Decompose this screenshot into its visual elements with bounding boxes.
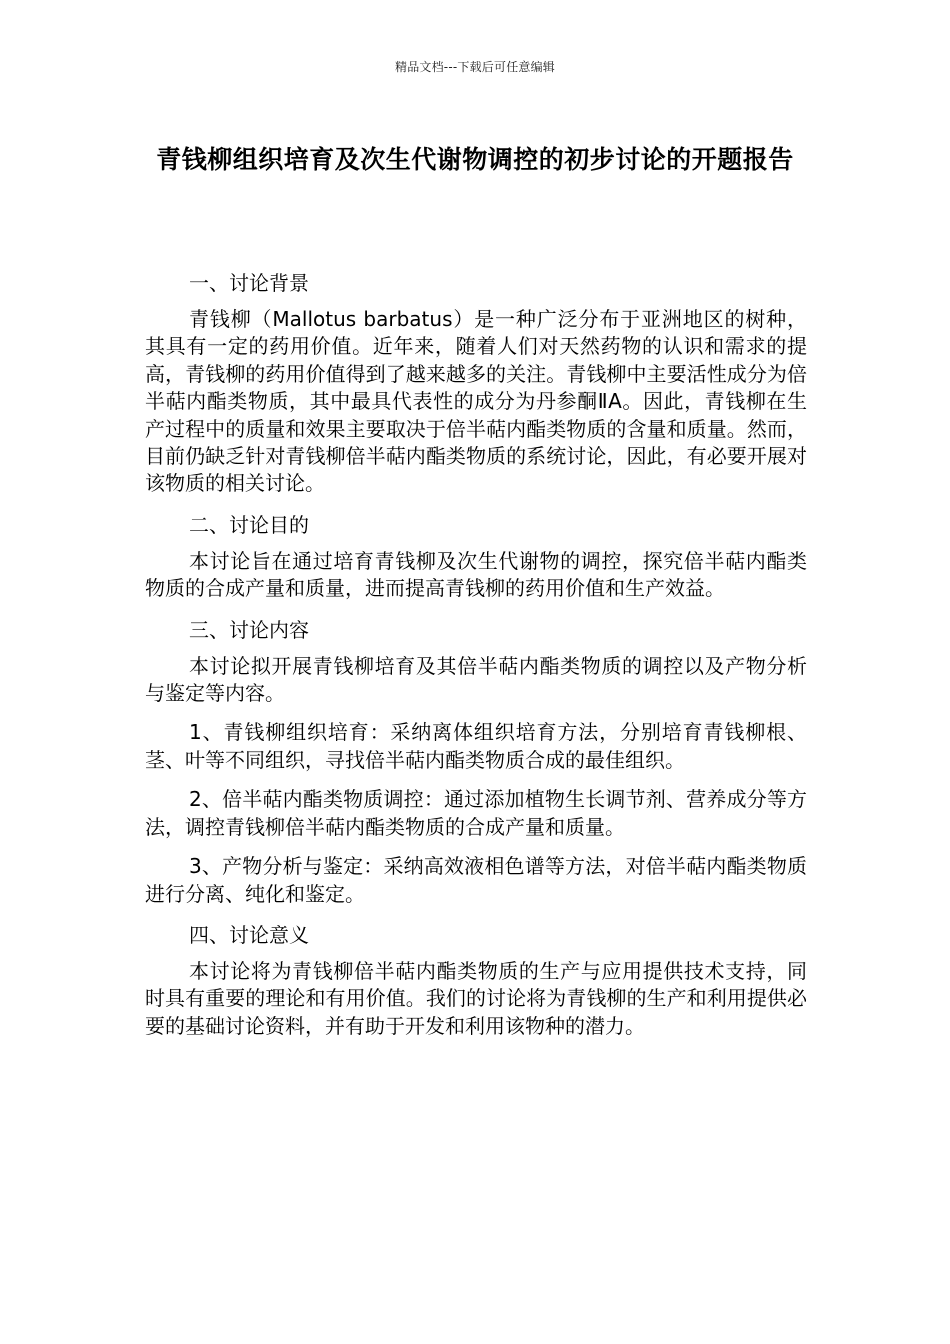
list-item: 2、倍半萜内酯类物质调控：通过添加植物生长调节剂、营养成分等方法，调控青钱柳倍半萜内酯类物质的合成产量和质量。 [145,787,807,839]
paragraph: 青钱柳（Mallotus barbatus）是一种广泛分布于亚洲地区的树种，其具有一定的药用价值。近年来，随着人们对天然药物的认识和需求的提高，青钱柳的药用价值得到了越来越多的关注。青钱柳中主要活性成分为倍半萜内酯类物质，其中最具代表性的成分为丹参酮ⅡA。因此，青钱柳在生产过程中的质量和效果主要取决于倍半萜内酯类物质的含量和质量。然而，目前仍缺乏针对青钱柳倍半萜内酯类物质的系统讨论，因此，有必要开展对该物质的相关讨论。 [145,307,807,496]
paragraph: 本讨论拟开展青钱柳培育及其倍半萜内酯类物质的调控以及产物分析与鉴定等内容。 [145,653,807,706]
paragraph: 本讨论旨在通过培育青钱柳及次生代谢物的调控，探究倍半萜内酯类物质的合成产量和质量，进而提高青钱柳的药用价值和生产效益。 [145,548,807,601]
paragraph: 本讨论将为青钱柳倍半萜内酯类物质的生产与应用提供技术支持，同时具有重要的理论和有用价值。我们的讨论将为青钱柳的生产和利用提供必要的基础讨论资料，并有助于开发和利用该物种的潜力。 [145,958,807,1038]
list-item: 1、青钱柳组织培育：采纳离体组织培育方法，分别培育青钱柳根、茎、叶等不同组织，寻找倍半萜内酯类物质合成的最佳组织。 [145,720,807,772]
page-header: 精品文档---下载后可任意编辑 [395,60,555,74]
section-heading-content: 三、讨论内容 [189,617,309,642]
document-body [145,268,807,1052]
document-title: 青钱柳组织培育及次生代谢物调控的初步讨论的开题报告 [156,145,794,174]
section-heading-background: 一、讨论背景 [189,271,309,295]
section-heading-significance: 四、讨论意义 [189,922,309,947]
section-heading-purpose: 二、讨论目的 [189,512,309,537]
list-item: 3、产物分析与鉴定：采纳高效液相色谱等方法，对倍半萜内酯类物质进行分离、纯化和鉴定。 [145,854,807,906]
